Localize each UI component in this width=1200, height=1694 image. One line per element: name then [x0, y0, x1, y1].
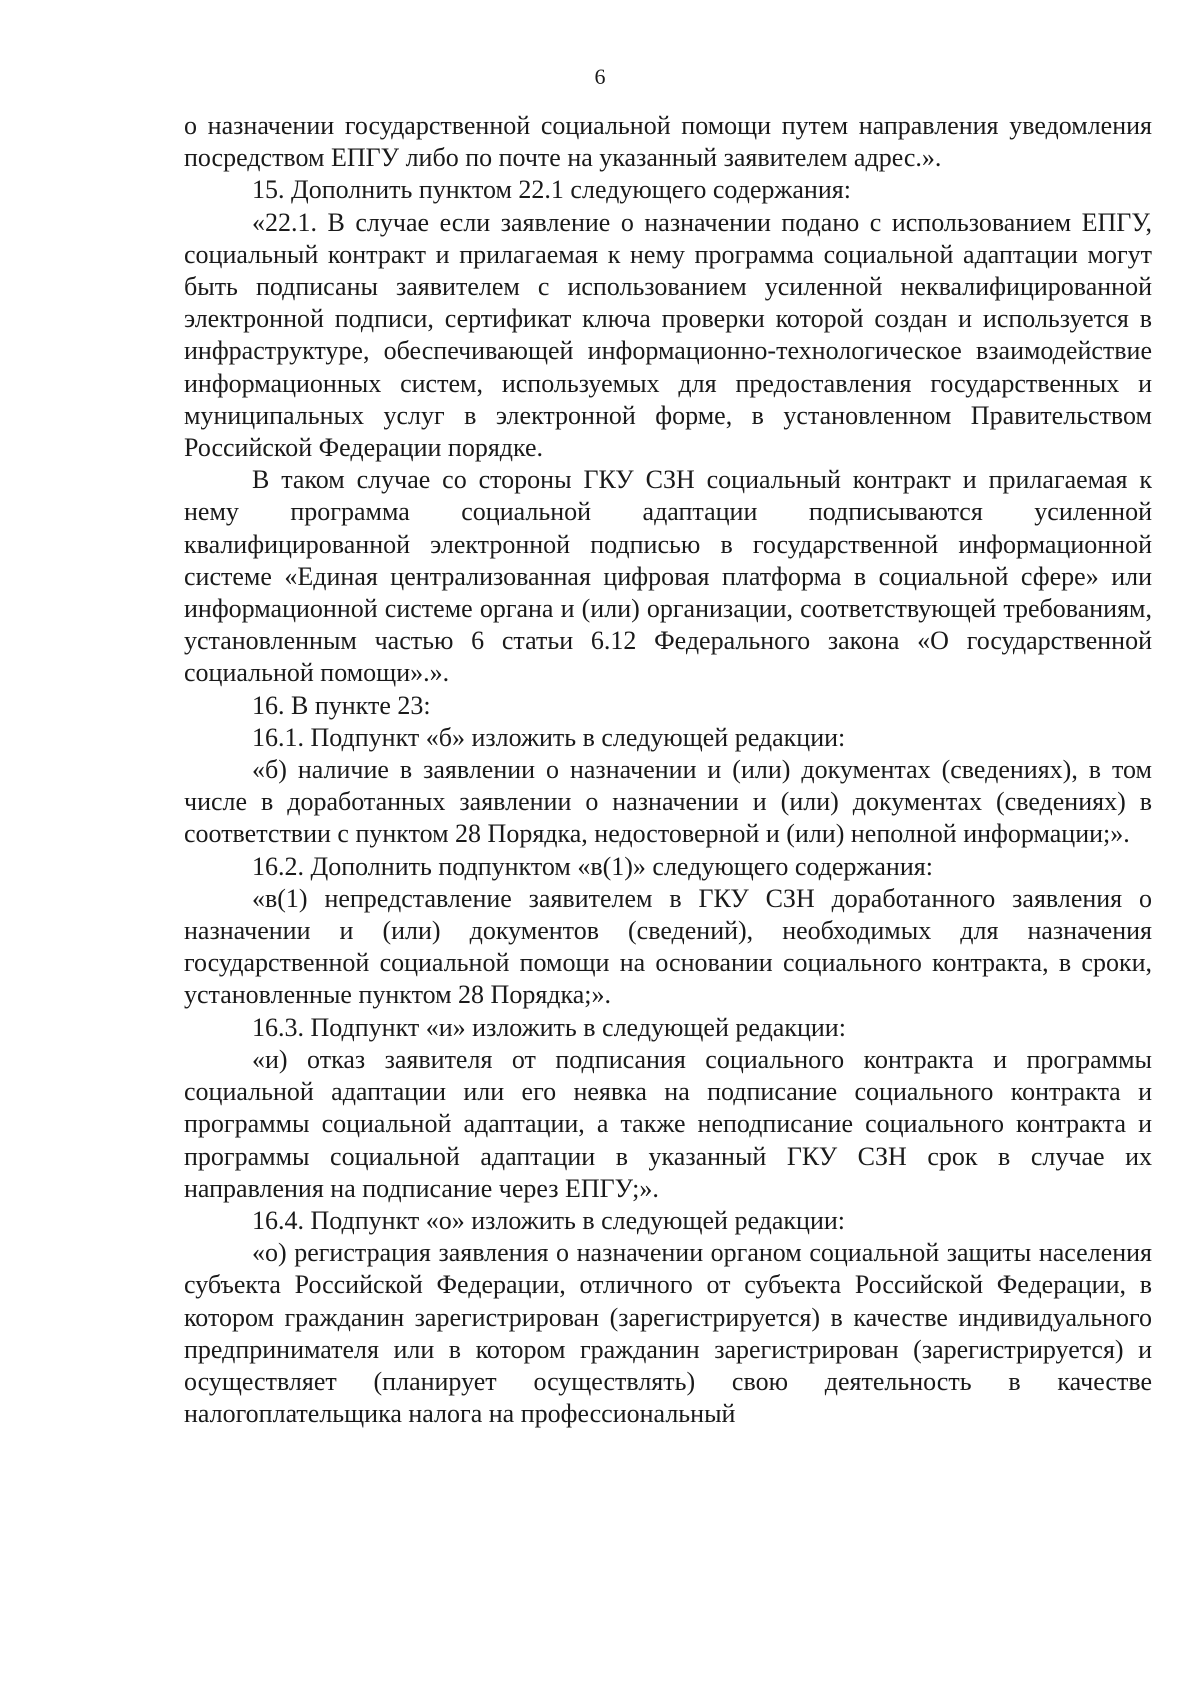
paragraph: 16.3. Подпункт «и» изложить в следующей редакции: — [252, 1012, 846, 1042]
paragraph: «22.1. В случае если заявление о назначении подано с использованием ЕПГУ, социальный контракт и прилагаемая к нему программа социальной адаптации могут быть подписаны заявителем с использованием усиленной неквалифицированной электронной подписи, сертификат ключа проверки которой создан и используется в инфраструктуре, обеспечивающей информационно-технологическое взаимодействие информационных систем, используемых для предоставления государственных и муниципальных услуг в электронной форме, в установленном Правительством Российской Федерации порядке. — [184, 207, 1152, 463]
paragraph: В таком случае со стороны ГКУ СЗН социальный контракт и прилагаемая к нему программа социальной адаптации подписываются усиленной квалифицированной электронной подписью в государственной информационной системе «Единая централизованная цифровая платформа в социальной сфере» или информационной системе органа и (или) организации, соответствующей требованиям, установленным частью 6 статьи 6.12 Федерального закона «О государственной социальной помощи».». — [184, 465, 1152, 688]
paragraph: 15. Дополнить пунктом 22.1 следующего содержания: — [252, 175, 851, 205]
paragraph: 16.1. Подпункт «б» изложить в следующей редакции: — [252, 722, 846, 752]
paragraph: 16.4. Подпункт «о» изложить в следующей редакции: — [252, 1205, 846, 1235]
paragraph: «б) наличие в заявлении о назначении и (или) документах (сведениях), в том числе в доработанных заявлении о назначении и (или) документах (сведениях) в соответствии с пунктом 28 Порядка, недостоверной и (или) неполной информации;». — [184, 755, 1152, 849]
paragraph: «в(1) непредставление заявителем в ГКУ СЗН доработанного заявления о назначении и (или) документов (сведений), необходимых для назначения государственной социальной помощи на основании социального контракта, в сроки, установленные пунктом 28 Порядка;». — [184, 883, 1152, 1010]
document-body — [184, 110, 1152, 1430]
paragraph: 16. В пункте 23: — [252, 690, 431, 720]
paragraph: 16.2. Дополнить подпунктом «в(1)» следующего содержания: — [252, 851, 933, 881]
paragraph: «и) отказ заявителя от подписания социального контракта и программы социальной адаптации или его неявка на подписание социального контракта и программы социальной адаптации, а также неподписание социального контракта и программы социальной адаптации в указанный ГКУ СЗН срок в случае их направления на подписание через ЕПГУ;». — [184, 1044, 1152, 1203]
paragraph: «о) регистрация заявления о назначении органом социальной защиты населения субъекта Российской Федерации, отличного от субъекта Российской Федерации, в котором гражданин зарегистрирован (зарегистрируется) в качестве индивидуального предпринимателя или в котором гражданин зарегистрирован (зарегистрируется) и осуществляет (планирует осуществлять) свою деятельность в качестве налогоплательщика налога на профессиональный — [184, 1238, 1152, 1429]
page-number: 6 — [594, 64, 606, 89]
paragraph: о назначении государственной социальной помощи путем направления уведомления посредством ЕПГУ либо по почте на указанный заявителем адрес.». — [184, 111, 1152, 173]
